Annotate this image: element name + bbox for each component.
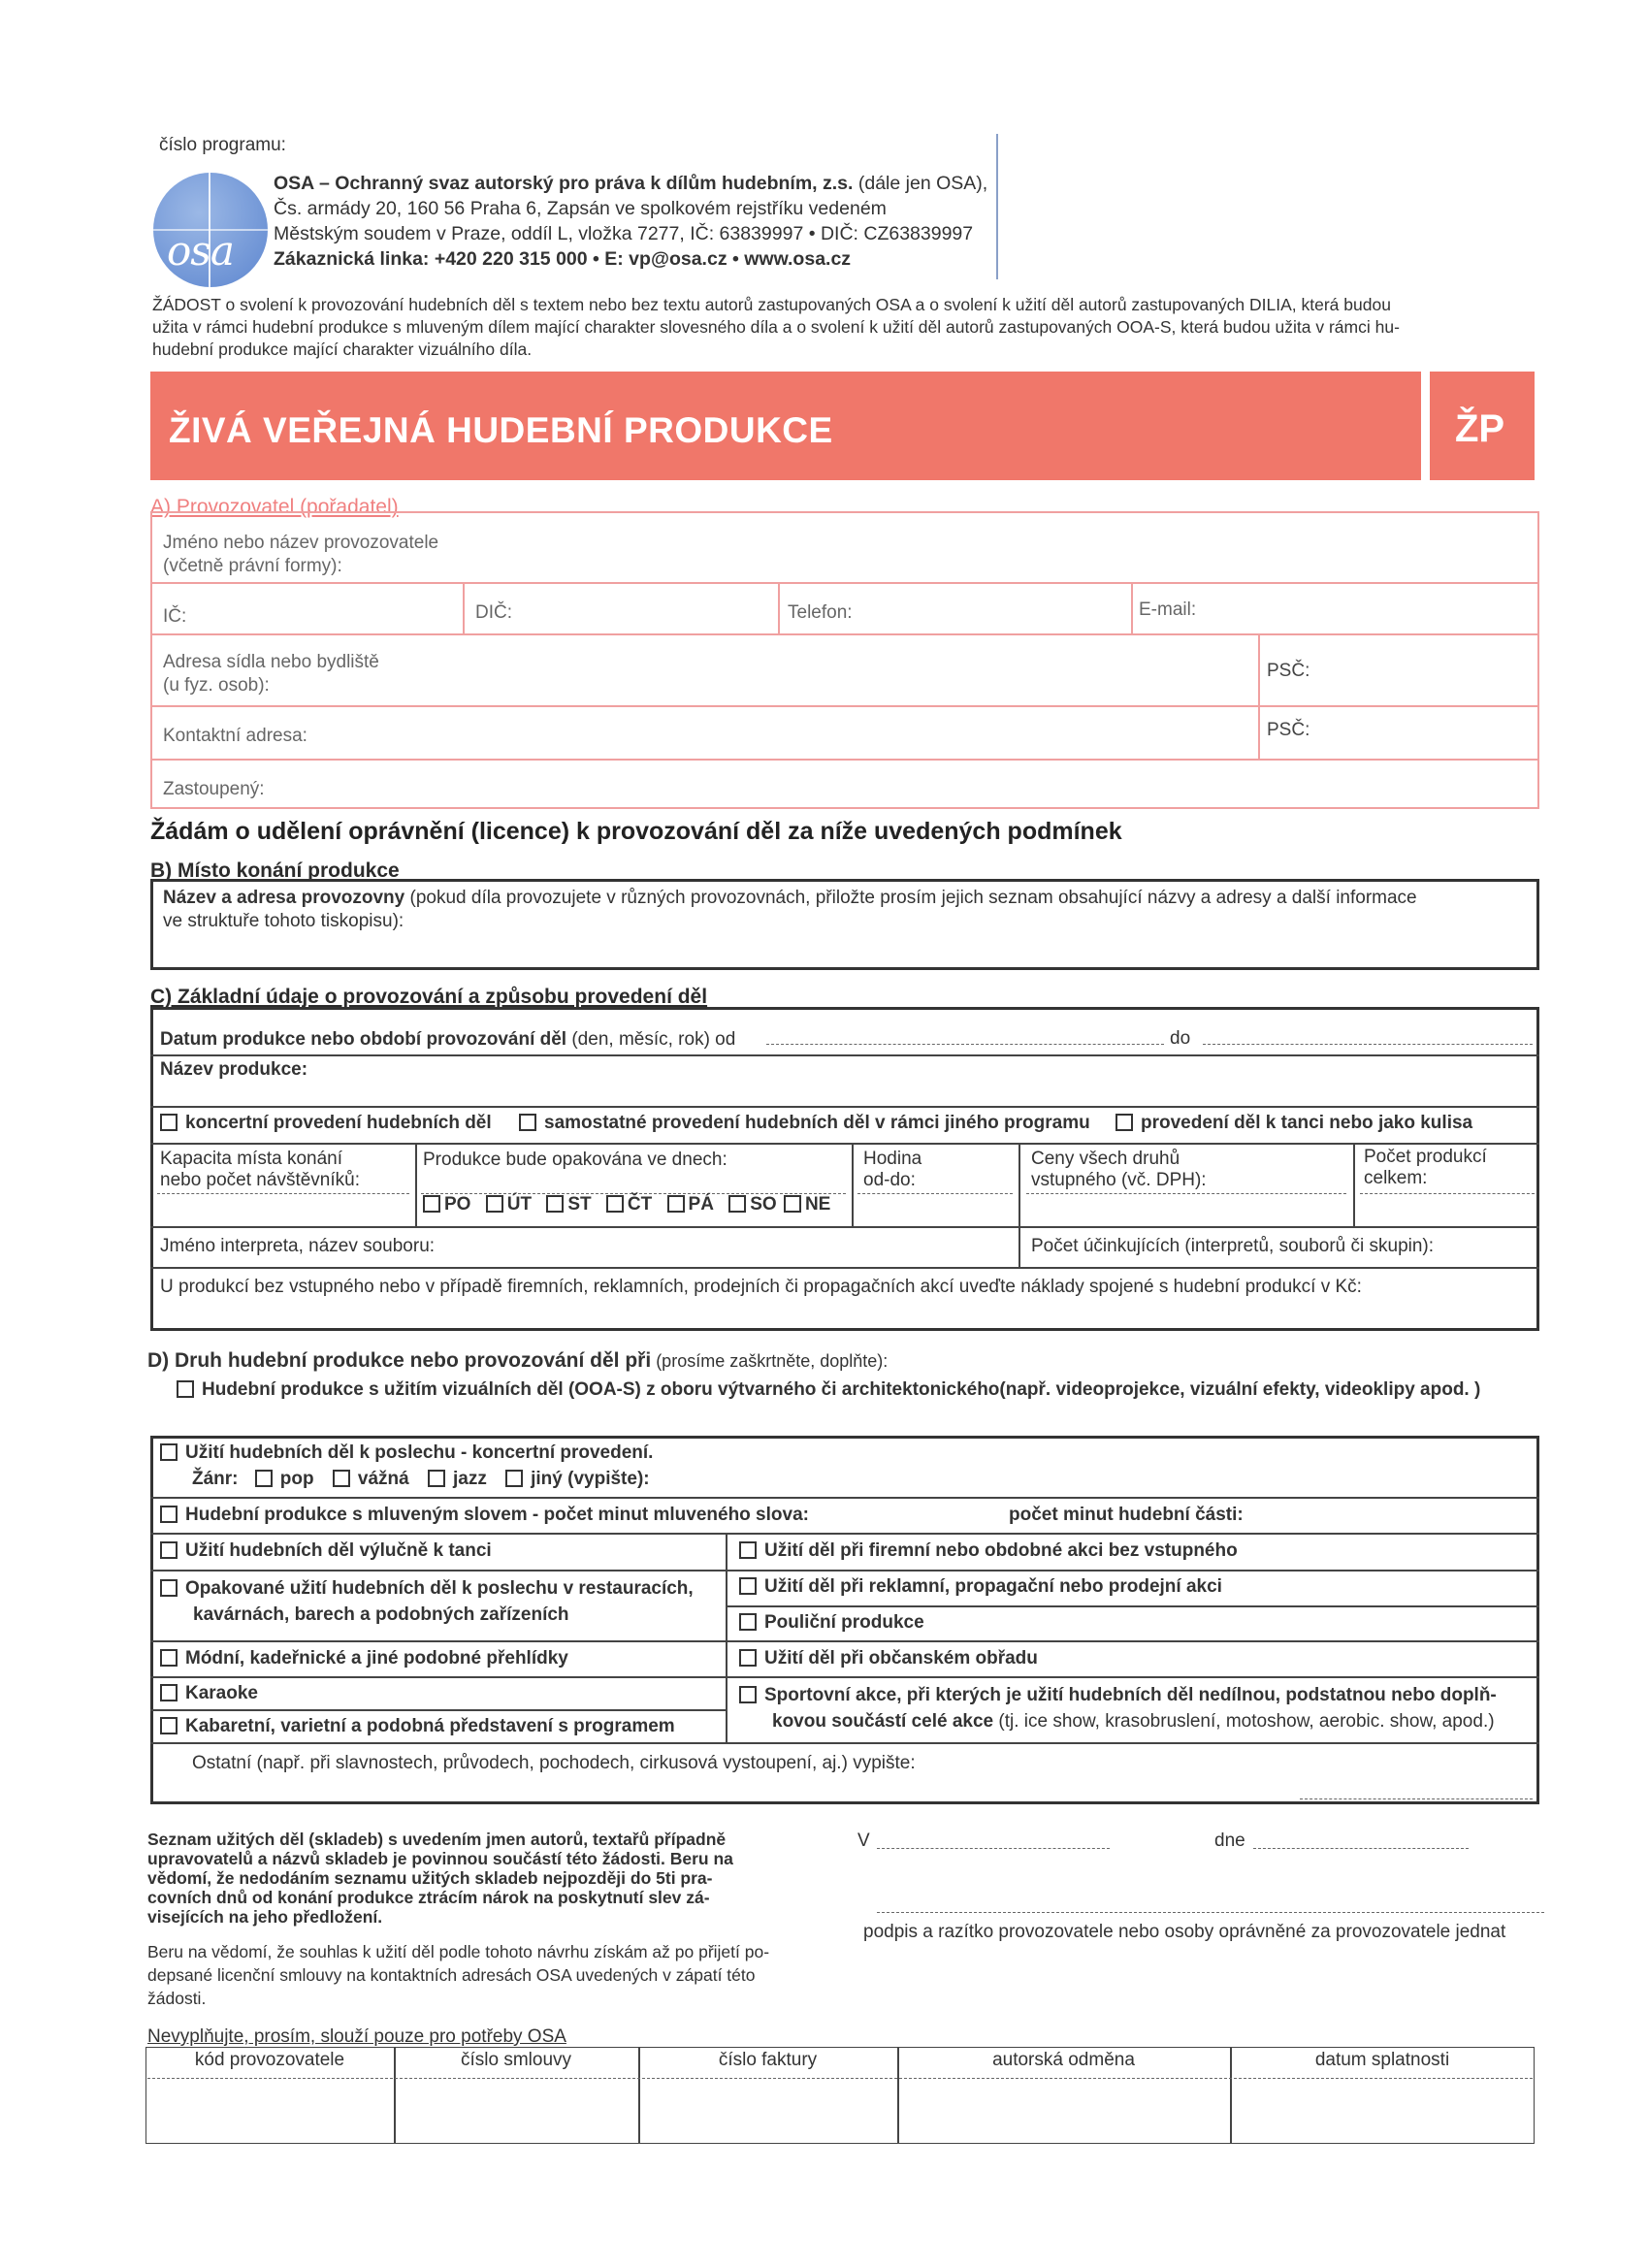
date-to-label: do <box>1170 1028 1191 1049</box>
days-checkboxes[interactable]: PO ÚT ST ČT PÁ SO NE <box>423 1193 830 1216</box>
section-a-title: A) Provozovatel (pořadatel) <box>150 496 399 518</box>
org-address: Čs. armády 20, 160 56 Praha 6, Zapsán ve spolkovém rejstříku vedeném <box>274 198 887 219</box>
col-author-fee: autorská odměna <box>992 2050 1135 2070</box>
org-info: OSA – Ochranný svaz autorský pro práva k dílům hudebním, z.s. (dále jen OSA), Čs. armády 20, 160 56 Praha 6, Zapsán ve spolkovém rejstříku vedeném Městským soudem v Praze, oddíl L, vložka 7277, IČ: 63839997 • DIČ: CZ63839997 Zákaznická linka: +420 220 315 000 • E: vp@osa.cz • www.osa.cz <box>274 173 988 270</box>
contact-address-label: Kontaktní adresa: <box>163 726 307 746</box>
genre-checkboxes[interactable]: Žánr: pop vážná jazz jiný (vypište): <box>192 1469 650 1489</box>
psc-label: PSČ: <box>1267 661 1310 681</box>
form-title: ŽIVÁ VEŘEJNÁ HUDEBNÍ PRODUKCE <box>169 410 833 450</box>
advertising-checkbox[interactable]: Užití děl při reklamní, propagační nebo prodejní akci <box>739 1575 1222 1599</box>
program-number-label: číslo programu: <box>159 135 286 155</box>
represented-label: Zastoupený: <box>163 779 265 799</box>
osa-logo-text: osa <box>167 227 234 275</box>
karaoke-checkbox[interactable]: Karaoke <box>160 1682 258 1705</box>
org-name: OSA – Ochranný svaz autorský pro práva k dílům hudebním, z.s. <box>274 173 854 194</box>
sport-event-checkbox[interactable]: Sportovní akce, při kterých je užití hudebních děl nedílnou, podstatnou nebo doplň- kovou součástí celé akce (tj. ice show, krasobruslení, motoshow, aerobic. show, apod.) <box>739 1682 1497 1734</box>
operator-name-label: Jméno nebo název provozovatele (včetně právní formy): <box>163 533 439 576</box>
org-contact: Zákaznická linka: +420 220 315 000 • E: vp@osa.cz • www.osa.cz <box>274 248 852 270</box>
request-heading: Žádám o udělení oprávnění (licence) k provozování děl za níže uvedených podmínek <box>150 818 1122 845</box>
production-count-label: Počet produkcí celkem: <box>1364 1147 1487 1188</box>
spoken-word-checkbox[interactable]: Hudební produkce s mluveným slovem - počet minut mluveného slova: <box>160 1504 809 1527</box>
place-label: V <box>857 1831 870 1851</box>
music-minutes-label: počet minut hudební části: <box>1009 1505 1244 1525</box>
dic-label: DIČ: <box>475 602 512 623</box>
dance-background-checkbox[interactable]: provedení děl k tanci nebo jako kulisa <box>1116 1112 1472 1135</box>
signature-label: podpis a razítko provozovatele nebo osoby oprávněné za provozovatele jednat <box>863 1922 1506 1942</box>
civil-ceremony-checkbox[interactable]: Užití děl při občanském obřadu <box>739 1647 1038 1670</box>
phone-label: Telefon: <box>788 602 853 623</box>
dance-only-checkbox[interactable]: Užití hudebních děl výlučně k tanci <box>160 1539 492 1563</box>
street-production-checkbox[interactable]: Pouliční produkce <box>739 1611 924 1635</box>
production-date-label: Datum produkce nebo období provozování děl (den, měsíc, rok) od <box>160 1029 736 1050</box>
col-due-date: datum splatnosti <box>1314 2050 1450 2070</box>
col-invoice-number: číslo faktury <box>718 2050 818 2070</box>
production-name-label: Název produkce: <box>160 1059 308 1080</box>
ic-label: IČ: <box>163 606 187 627</box>
consent-note: Beru na vědomí, že souhlas k užití děl podle tohoto návrhu získám až po přijetí po- depsané licenční smlouvy na kontaktních adresách OSA uvedených v zápatí této žádosti. <box>147 1942 770 2008</box>
visual-works-checkbox[interactable]: Hudební produkce s užitím vizuálních děl (OOA-S) z oboru výtvarného či architektonického(např. videoprojekce, vizuální efekty, videoklipy apod. ) <box>177 1378 1480 1402</box>
section-c-title: C) Základní údaje o provozování a způsobu provedení děl <box>150 986 708 1008</box>
other-label: Ostatní (např. při slavnostech, průvodech, pochodech, cirkusová vystoupení, aj.) vypište: <box>192 1753 916 1773</box>
section-b-title: B) Místo konání produkce <box>150 859 400 882</box>
corporate-event-checkbox[interactable]: Užití děl při firemní nebo obdobné akci bez vstupného <box>739 1539 1238 1563</box>
costs-label: U produkcí bez vstupného nebo v případě firemních, reklamních, prodejních či propagačních akcí uveďte náklady spojené s hudební produkcí v Kč: <box>160 1277 1362 1297</box>
address-label: Adresa sídla nebo bydliště (u fyz. osob): <box>163 652 379 696</box>
osa-logo <box>153 173 268 287</box>
within-program-checkbox[interactable]: samostatné provedení hudebních děl v rámci jiného programu <box>519 1112 1090 1135</box>
fashion-show-checkbox[interactable]: Módní, kadeřnické a jiné podobné přehlídky <box>160 1647 568 1670</box>
contact-psc-label: PSČ: <box>1267 720 1310 740</box>
form-code: ŽP <box>1455 407 1505 450</box>
email-label: E-mail: <box>1139 599 1197 620</box>
hour-label: Hodina od-do: <box>863 1149 922 1190</box>
performer-label: Jméno interpreta, název souboru: <box>160 1236 436 1256</box>
section-d-title: D) Druh hudební produkce nebo provozování děl při (prosíme zaškrtněte, doplňte): <box>147 1349 889 1372</box>
listening-checkbox[interactable]: Užití hudebních děl k poslechu - koncertní provedení. <box>160 1442 653 1465</box>
osa-only-title: Nevyplňujte, prosím, slouží pouze pro potřeby OSA <box>147 2026 566 2047</box>
org-registry: Městským soudem v Praze, oddíl L, vložka 7277, IČ: 63839997 • DIČ: CZ63839997 <box>274 223 974 244</box>
performers-count-label: Počet účinkujících (interpretů, souborů či skupin): <box>1031 1236 1435 1256</box>
ticket-price-label: Ceny všech druhů vstupného (vč. DPH): <box>1031 1149 1207 1190</box>
capacity-label: Kapacita místa konání nebo počet návštěvníků: <box>160 1149 360 1190</box>
repeat-days-label: Produkce bude opakována ve dnech: <box>423 1150 728 1170</box>
cabaret-checkbox[interactable]: Kabaretní, varietní a podobná představení s programem <box>160 1715 675 1738</box>
intro-text: ŽÁDOST o svolení k provozování hudebních děl s textem nebo bez textu autorů zastupovaných OSA a o svolení k užití děl autorů zastupovaných DILIA, která budou užita v rámci hudební produkce s mluveným dílem mající charakter slovesného díla a o svolení k užití děl autorů zastupovaných OOA-S, která budou užita v rámci hu- hudební produkce mající charakter vizuálního díla. <box>152 295 1400 359</box>
col-operator-code: kód provozovatele <box>194 2050 345 2070</box>
venue-label: Název a adresa provozovny (pokud díla provozujete v různých provozovnách, přiložte prosím jejich seznam obsahující názvy a adresy a další informace ve struktuře tohoto tiskopisu): <box>163 888 1417 931</box>
date-label: dne <box>1214 1831 1245 1851</box>
concert-checkbox[interactable]: koncertní provedení hudebních děl <box>160 1112 492 1135</box>
works-list-note: Seznam užitých děl (skladeb) s uvedením jmen autorů, textařů případně upravovatelů a názvů skladeb je povinnou součástí této žádosti. Beru na vědomí, že nedodáním seznamu užitých skladeb nejpozději do 5ti pra- covních dnů od konání produkce ztrácím nárok na poskytnutí slev zá- visejících na jeho předložení. <box>147 1830 733 1927</box>
restaurant-checkbox[interactable]: Opakované užití hudebních děl k poslechu v restauracích, kavárnách, barech a podobných zařízeních <box>160 1575 694 1628</box>
col-contract-number: číslo smlouvy <box>460 2050 572 2070</box>
